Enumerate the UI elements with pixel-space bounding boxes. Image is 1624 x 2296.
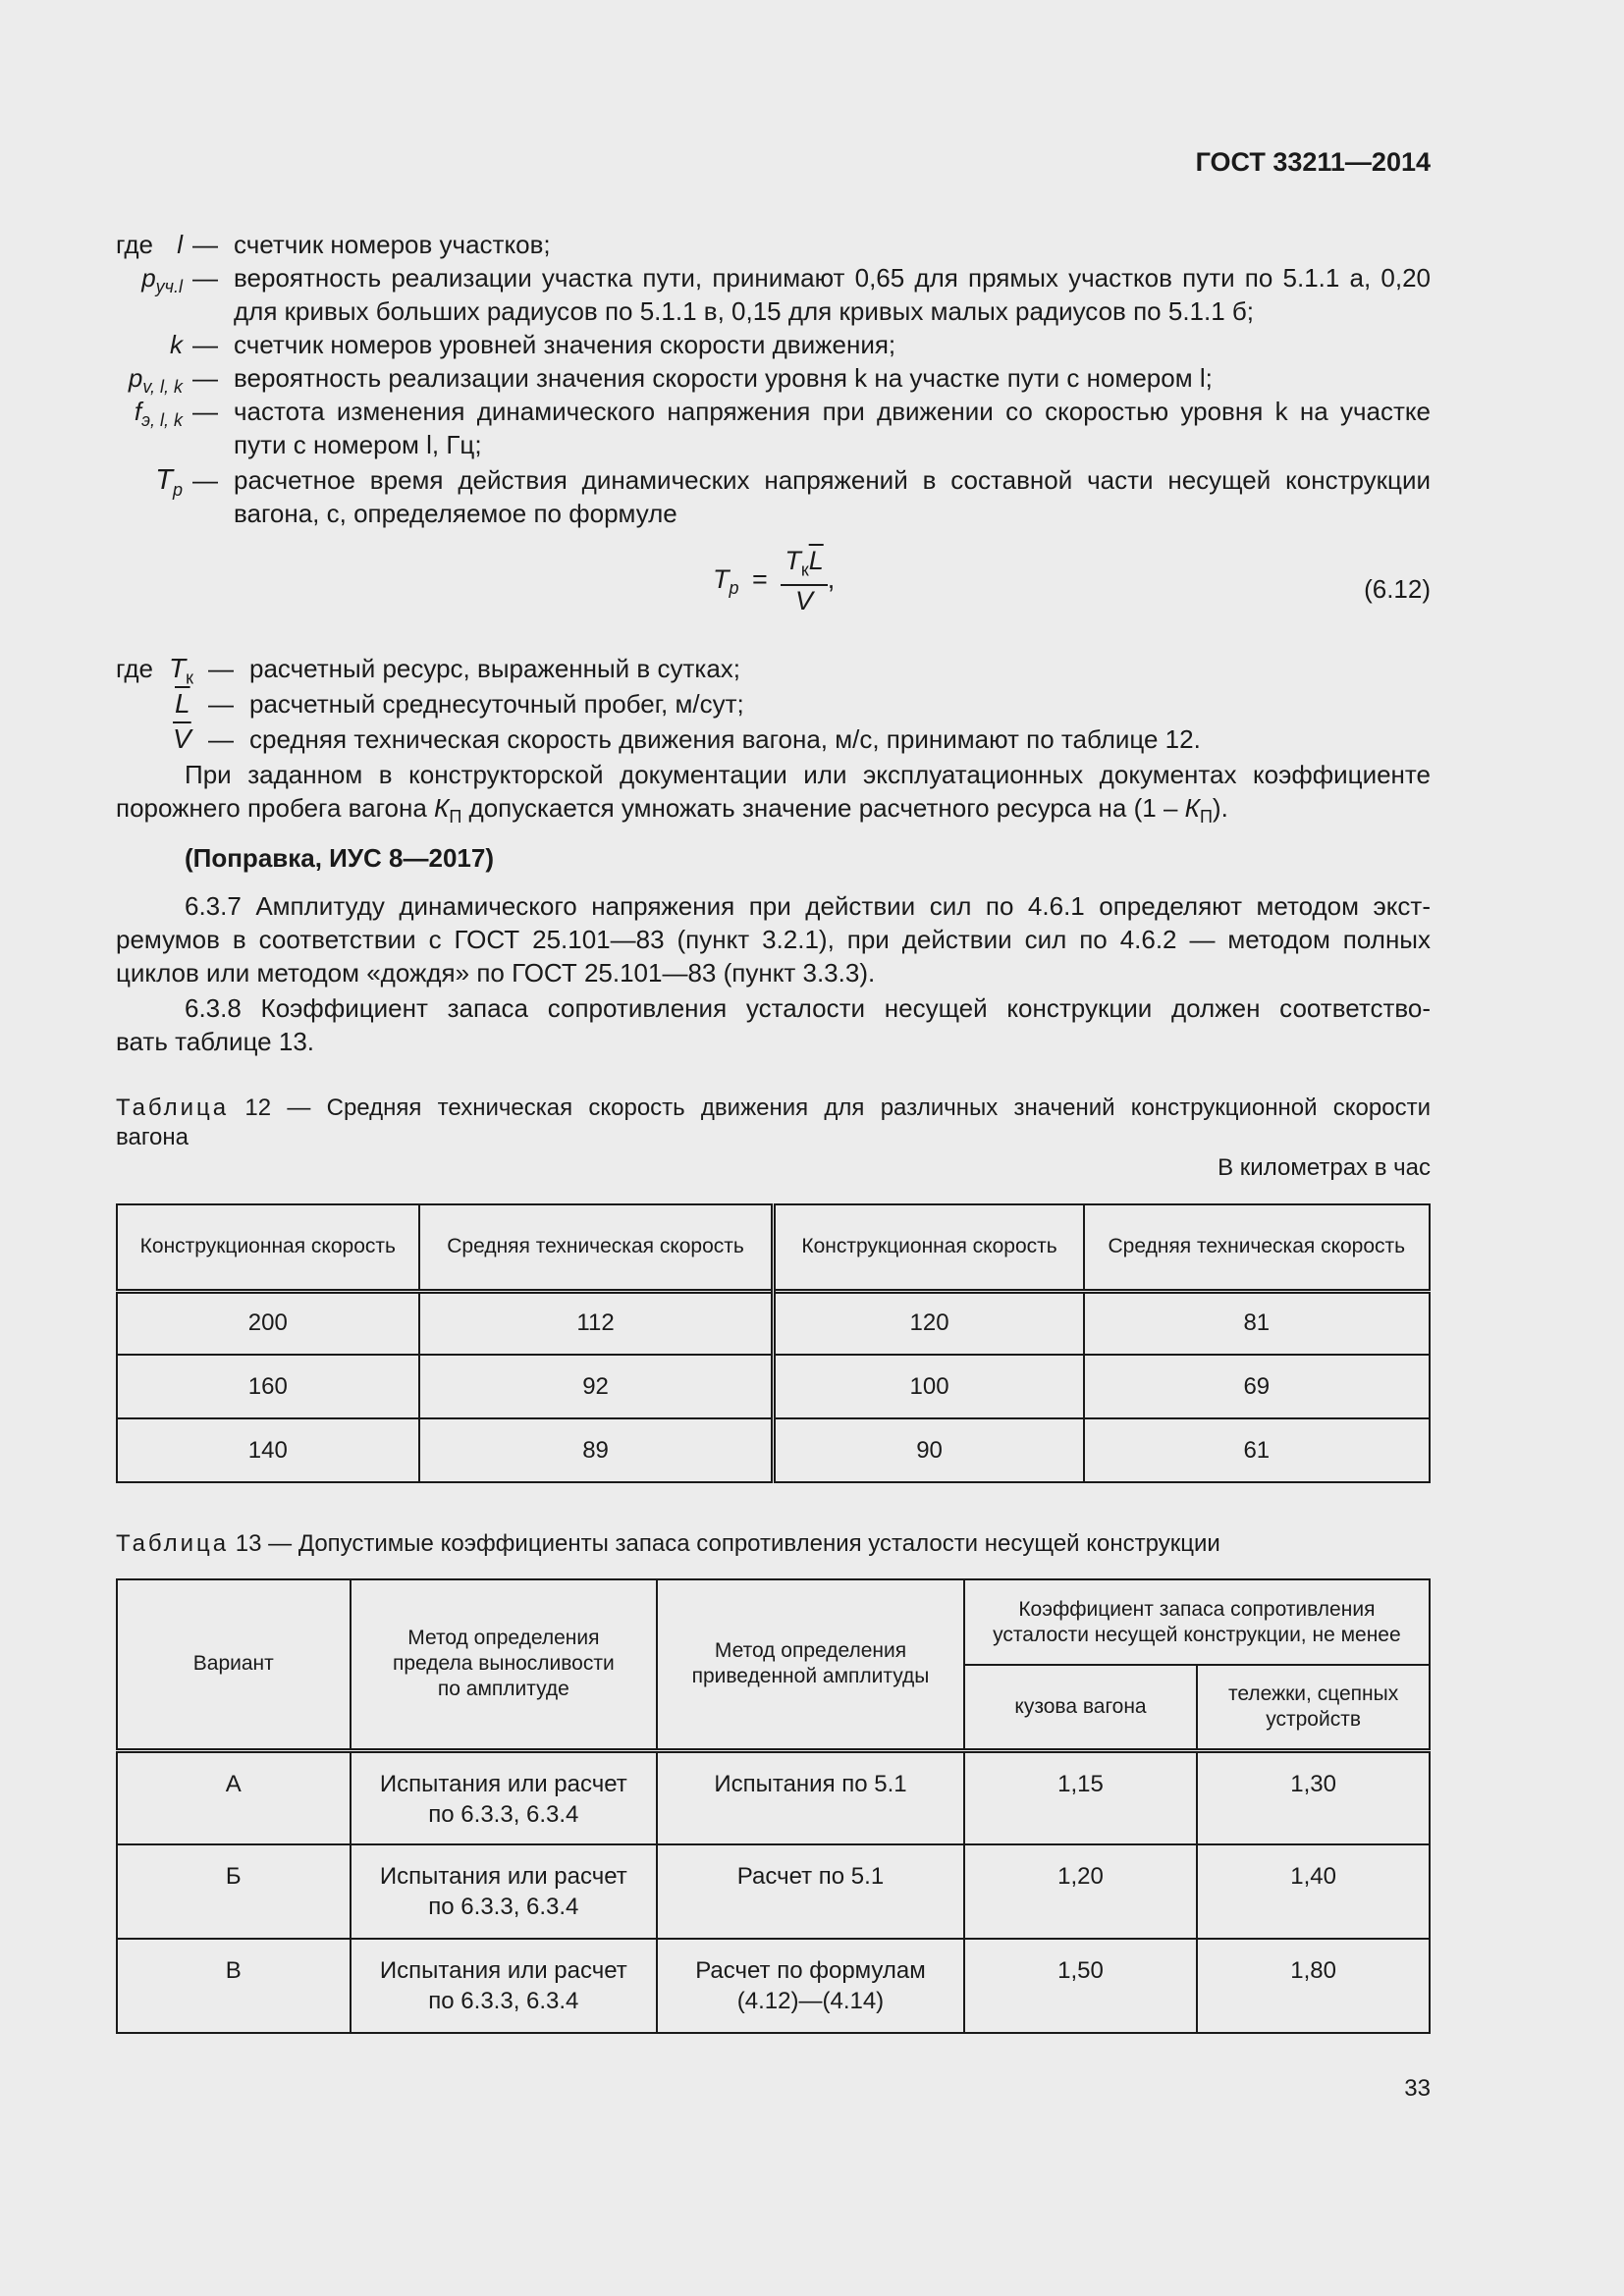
table-cell: 160 <box>117 1355 419 1418</box>
symbol-tp: $T_p$ <box>155 464 183 500</box>
table-cell: Испытания или расчет по 6.3.3, 6.3.4 <box>351 1750 658 1844</box>
table-cell: 1,30 <box>1197 1750 1430 1844</box>
paragraph-637-line3: циклов или методом «дождя» по ГОСТ 25.101—83 (пункт 3.3.3). <box>116 958 876 988</box>
symbol-k: k <box>170 330 183 359</box>
definition-l: счетчик номеров участков; <box>234 230 551 259</box>
table12-caption: Таблица 12 — Средняя техническая скорость движения для различных значений конструкционной скорости <box>116 1095 1431 1121</box>
table-13 <box>116 1578 1431 2034</box>
table-cell: 92 <box>419 1355 774 1418</box>
paragraph-637-line1: 6.3.7 Амплитуду динамического напряжения при действии сил по 4.6.1 определяют методом экст- <box>185 891 1431 921</box>
where-label-2: где <box>116 654 153 683</box>
symbol-tk: $T_к$ <box>169 653 193 688</box>
definition-f: частота изменения динамического напряжения при движении со скоростью уровня k на участке пути с номером l, Гц; <box>234 397 1432 459</box>
table-cell: Испытания или расчет по 6.3.3, 6.3.4 <box>351 1939 658 2033</box>
document-header: ГОСТ 33211—2014 <box>1195 147 1431 177</box>
symbol-p-vlk: $p_{v, l, k}$ <box>128 363 183 398</box>
paragraph-638-line2: вать таблице 13. <box>116 1027 315 1056</box>
table-cell: В <box>117 1939 351 2033</box>
table-cell: 1,50 <box>964 1939 1197 2033</box>
table-row <box>117 1750 1430 1844</box>
table-cell: 81 <box>1084 1291 1430 1355</box>
paragraph-kp-line1: При заданном в конструкторской документации или эксплуатационных документах коэффициенте <box>185 760 1431 789</box>
table-cell: Расчет по формулам (4.12)—(4.14) <box>657 1939 964 2033</box>
table-cell: Испытания по 5.1 <box>657 1750 964 1844</box>
where-label: где <box>116 230 153 259</box>
symbol-p-uch: $p_{уч.l}$ <box>141 263 183 297</box>
table-cell: 140 <box>117 1418 419 1482</box>
table13-caption: Таблица 13 — Допустимые коэффициенты запаса сопротивления усталости несущей конструкции <box>116 1530 1220 1557</box>
table12-header: Конструкционная скорость <box>117 1204 419 1291</box>
definition-l-bar: расчетный среднесуточный пробег, м/сут; <box>249 689 744 719</box>
table12-units: В километрах в час <box>1218 1154 1431 1181</box>
table-cell: 90 <box>774 1418 1084 1482</box>
definition-p-vlk: вероятность реализации значения скорости уровня k на участке пути с номером l; <box>234 363 1213 393</box>
table-cell: 1,80 <box>1197 1939 1430 2033</box>
table-row <box>117 1355 1430 1418</box>
definition-v-bar: средняя техническая скорость движения вагона, м/с, принимают по таблице 12. <box>249 724 1201 754</box>
definition-p-uch: вероятность реализации участка пути, принимают 0,65 для прямых участков пути по 5.1.1 а, 0,20 для кривых больших радиусов по 5.1.1 в, 0,15 для кривых малых радиусов по 5.1.1 б; <box>234 263 1431 326</box>
table13-header-variant: Вариант <box>117 1579 351 1750</box>
table-row <box>117 1844 1430 1939</box>
table-cell: 112 <box>419 1291 774 1355</box>
page-number: 33 <box>1404 2075 1431 2102</box>
table-cell: 89 <box>419 1418 774 1482</box>
table-cell: 1,20 <box>964 1844 1197 1939</box>
table12-caption-line2: вагона <box>116 1124 189 1150</box>
table-row <box>117 1939 1430 2033</box>
definition-k: счетчик номеров уровней значения скорости движения; <box>234 330 896 359</box>
symbol-l-bar: $\overline{L}$ <box>175 688 190 719</box>
table13-header-coef-group: Коэффициент запаса сопротивления усталости несущей конструкции, не менее <box>964 1579 1430 1665</box>
paragraph-kp-line2: порожнего пробега вагона $К_П$ допускается умножать значение расчетного ресурса на $(1 - К_П)$. <box>116 793 1228 828</box>
table13-header-method-limit: Метод определения предела выносливости по амплитуде <box>351 1579 658 1750</box>
formula-number: (6.12) <box>1364 574 1431 604</box>
table-cell: Испытания или расчет по 6.3.3, 6.3.4 <box>351 1844 658 1939</box>
table-cell: 1,40 <box>1197 1844 1430 1939</box>
table-cell: 1,15 <box>964 1750 1197 1844</box>
table-cell: Б <box>117 1844 351 1939</box>
table13-header-bogie: тележки, сцепных устройств <box>1197 1665 1430 1750</box>
definition-tk: расчетный ресурс, выраженный в сутках; <box>249 654 741 683</box>
table-cell: 69 <box>1084 1355 1430 1418</box>
table-12 <box>116 1203 1431 1483</box>
table-cell: Расчет по 5.1 <box>657 1844 964 1939</box>
table-cell: 100 <box>774 1355 1084 1418</box>
amendment-note: (Поправка, ИУС 8—2017) <box>185 843 494 873</box>
table13-header-body: кузова вагона <box>964 1665 1197 1750</box>
table-cell: 61 <box>1084 1418 1430 1482</box>
paragraph-638-line1: 6.3.8 Коэффициент запаса сопротивления усталости несущей конструкции должен соответство- <box>185 993 1431 1023</box>
table-row <box>117 1418 1430 1482</box>
definition-tp: расчетное время действия динамических напряжений в составной части несущей конструкции вагона, с, определяемое по формуле <box>234 465 1431 528</box>
symbol-f: $f_{э, l, k}$ <box>134 397 183 431</box>
table-cell: А <box>117 1750 351 1844</box>
table12-header: Средняя техническая скорость <box>419 1204 774 1291</box>
table-cell: 200 <box>117 1291 419 1355</box>
symbol-l: l <box>177 230 183 259</box>
table13-header-method-amp: Метод определения приведенной амплитуды <box>657 1579 964 1750</box>
table12-header: Средняя техническая скорость <box>1084 1204 1430 1291</box>
symbol-v-bar: $\overline{V}$ <box>173 723 191 754</box>
paragraph-637-line2: ремумов в соответствии с ГОСТ 25.101—83 (пункт 3.2.1), при действии сил по 4.6.2 — методом полных <box>116 925 1431 954</box>
table-row <box>117 1291 1430 1355</box>
table12-header: Конструкционная скорость <box>774 1204 1084 1291</box>
table-cell: 120 <box>774 1291 1084 1355</box>
formula-6-12: $T_p$ = $\frac{T_к\overline{L}}{V}$ , <box>713 546 836 616</box>
